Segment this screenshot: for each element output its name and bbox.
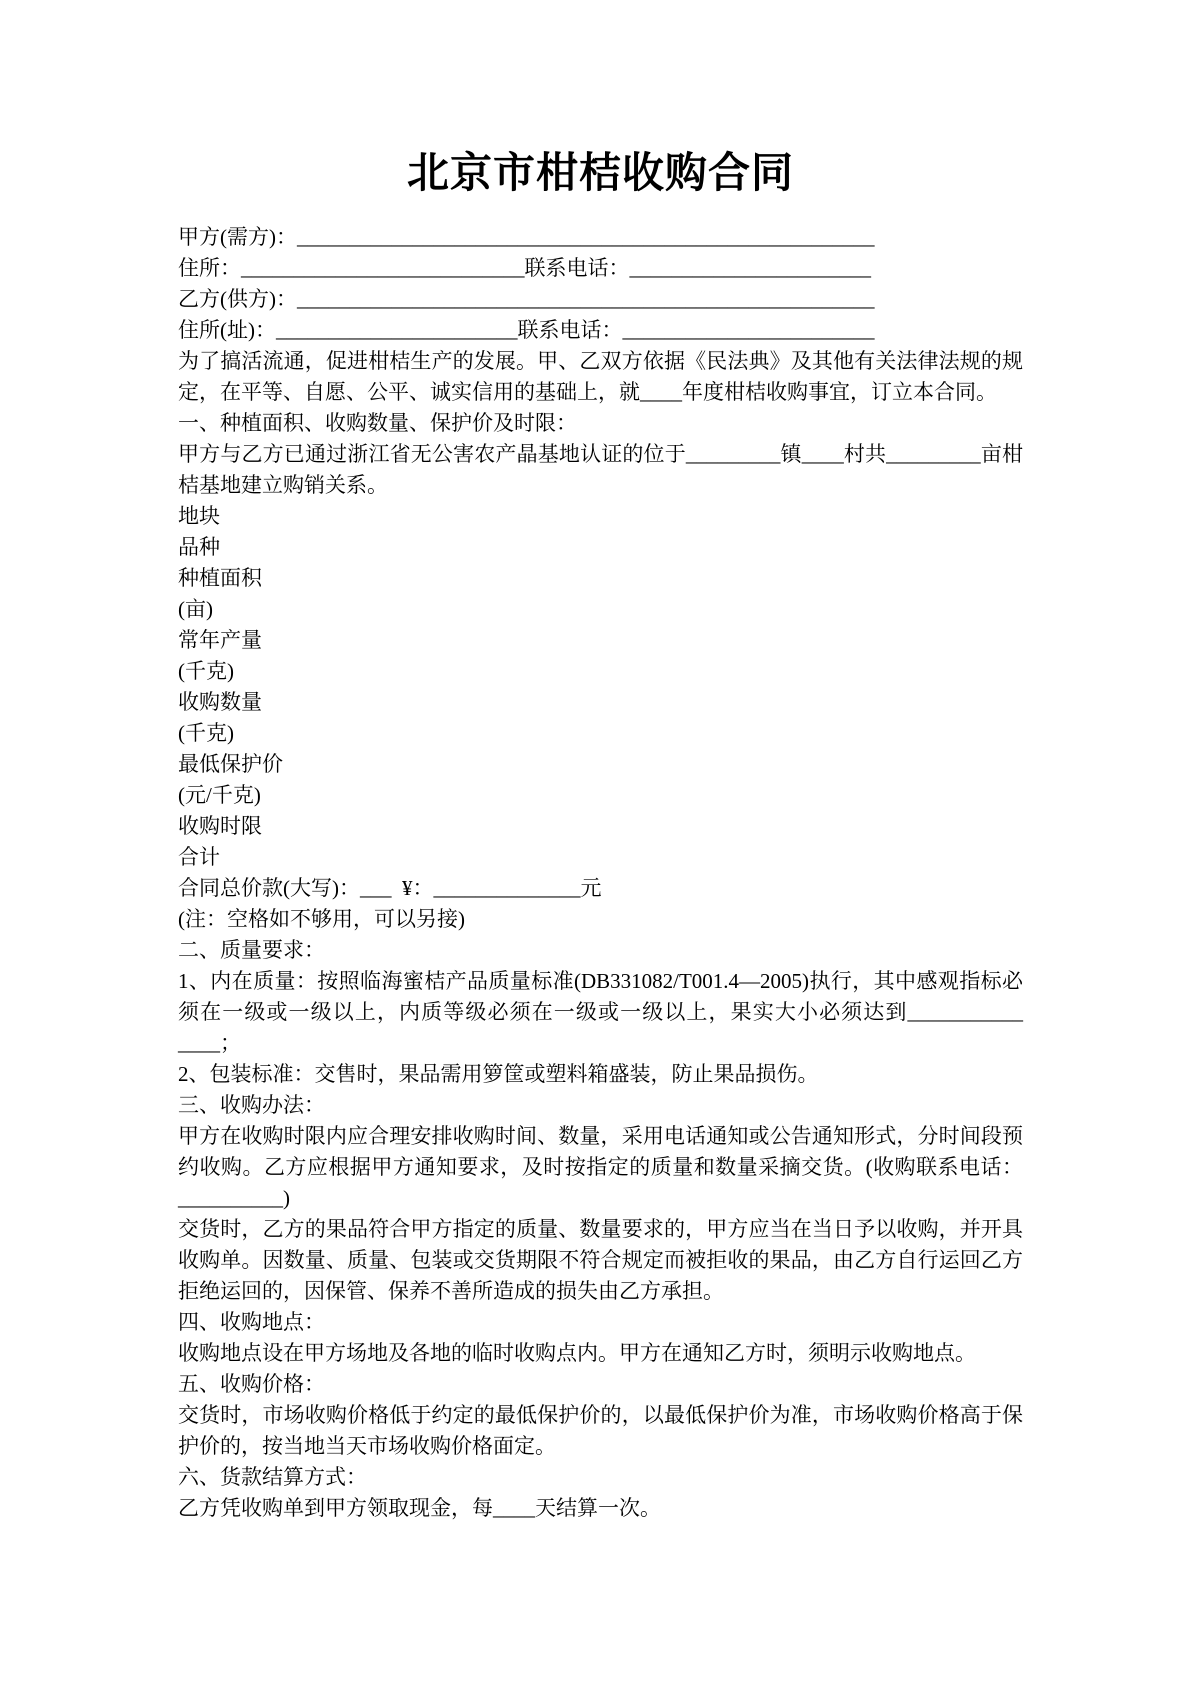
table-label-line: (千克) (178, 721, 234, 745)
form-field-line: 乙方(供方)：_______________________________________________________ (178, 287, 875, 311)
document-body (178, 222, 1023, 1524)
section-heading: 五、收购价格： (178, 1372, 325, 1396)
section-heading: 一、种植面积、收购数量、保护价及时限： (178, 411, 577, 435)
paragraph: 1、内在质量：按照临海蜜桔产品质量标准(DB331082/T001.4—2005)执行，其中感观指标必须在一级或一级以上，内质等级必须在一级或一级以上，果实大小必须达到___________​____； (178, 969, 1023, 1055)
table-label-line: 收购时限 (178, 814, 262, 838)
paragraph: 交货时，乙方的果品符合甲方指定的质量、数量要求的，甲方应当在当日予以收购，并开具收购单。因数量、质量、包装或交货期限不符合规定而被拒收的果品，由乙方自行运回乙方拒绝运回的，因保管、保养不善所造成的损失由乙方承担。 (178, 1217, 1023, 1303)
table-label-line: (千克) (178, 659, 234, 683)
form-field-line: 甲方(需方)：_______________________________________________________ (178, 225, 875, 249)
paragraph: 2、包装标准：交售时，果品需用箩筐或塑料箱盛装，防止果品损伤。 (178, 1062, 819, 1086)
table-label-line: 收购数量 (178, 690, 262, 714)
paragraph: 交货时，市场收购价格低于约定的最低保护价的，以最低保护价为准，市场收购价格高于保护价的，按当地当天市场收购价格面定。 (178, 1403, 1023, 1458)
form-field-line: 住所：___________________________联系电话：_______________________ (178, 256, 871, 280)
table-label-line: (元/千克) (178, 783, 261, 807)
paragraph: 乙方凭收购单到甲方领取现金，每____天结算一次。 (178, 1496, 661, 1520)
section-heading: 六、货款结算方式： (178, 1465, 367, 1489)
section-heading: 四、收购地点： (178, 1310, 325, 1334)
table-label-line: (亩) (178, 597, 213, 621)
section-heading: 二、质量要求： (178, 938, 325, 962)
paragraph: 收购地点设在甲方场地及各地的临时收购点内。甲方在通知乙方时，须明示收购地点。 (178, 1341, 976, 1365)
table-label-line: 最低保护价 (178, 752, 283, 776)
paragraph: 甲方与乙方已通过浙江省无公害农产晶基地认证的位于_________镇____村共_________亩柑桔基地建立购销关系。 (178, 442, 1023, 497)
document-title: 北京市柑桔收购合同 (406, 151, 794, 197)
table-label-line: 地块 (178, 504, 220, 528)
form-field-line: 合同总价款(大写)：___ ¥：______________元 (178, 876, 602, 900)
table-label-line: 种植面积 (178, 566, 262, 590)
table-label-line: 常年产量 (178, 628, 262, 652)
paragraph: 甲方在收购时限内应合理安排收购时间、数量，采用电话通知或公告通知形式，分时间段预约收购。乙方应根据甲方通知要求，及时按指定的质量和数量采摘交货。(收购联系电话：__________) (178, 1124, 1023, 1210)
table-label-line: 合计 (178, 845, 220, 869)
paragraph: (注：空格如不够用，可以另接) (178, 907, 465, 931)
section-heading: 三、收购办法： (178, 1093, 325, 1117)
paragraph: 为了搞活流通，促进柑桔生产的发展。甲、乙双方依据《民法典》及其他有关法律法规的规定，在平等、自愿、公平、诚实信用的基础上，就____年度柑桔收购事宜，订立本合同。 (178, 349, 1023, 404)
form-field-line: 住所(址)：_______________________联系电话：________________________ (178, 318, 875, 342)
table-label-line: 品种 (178, 535, 220, 559)
